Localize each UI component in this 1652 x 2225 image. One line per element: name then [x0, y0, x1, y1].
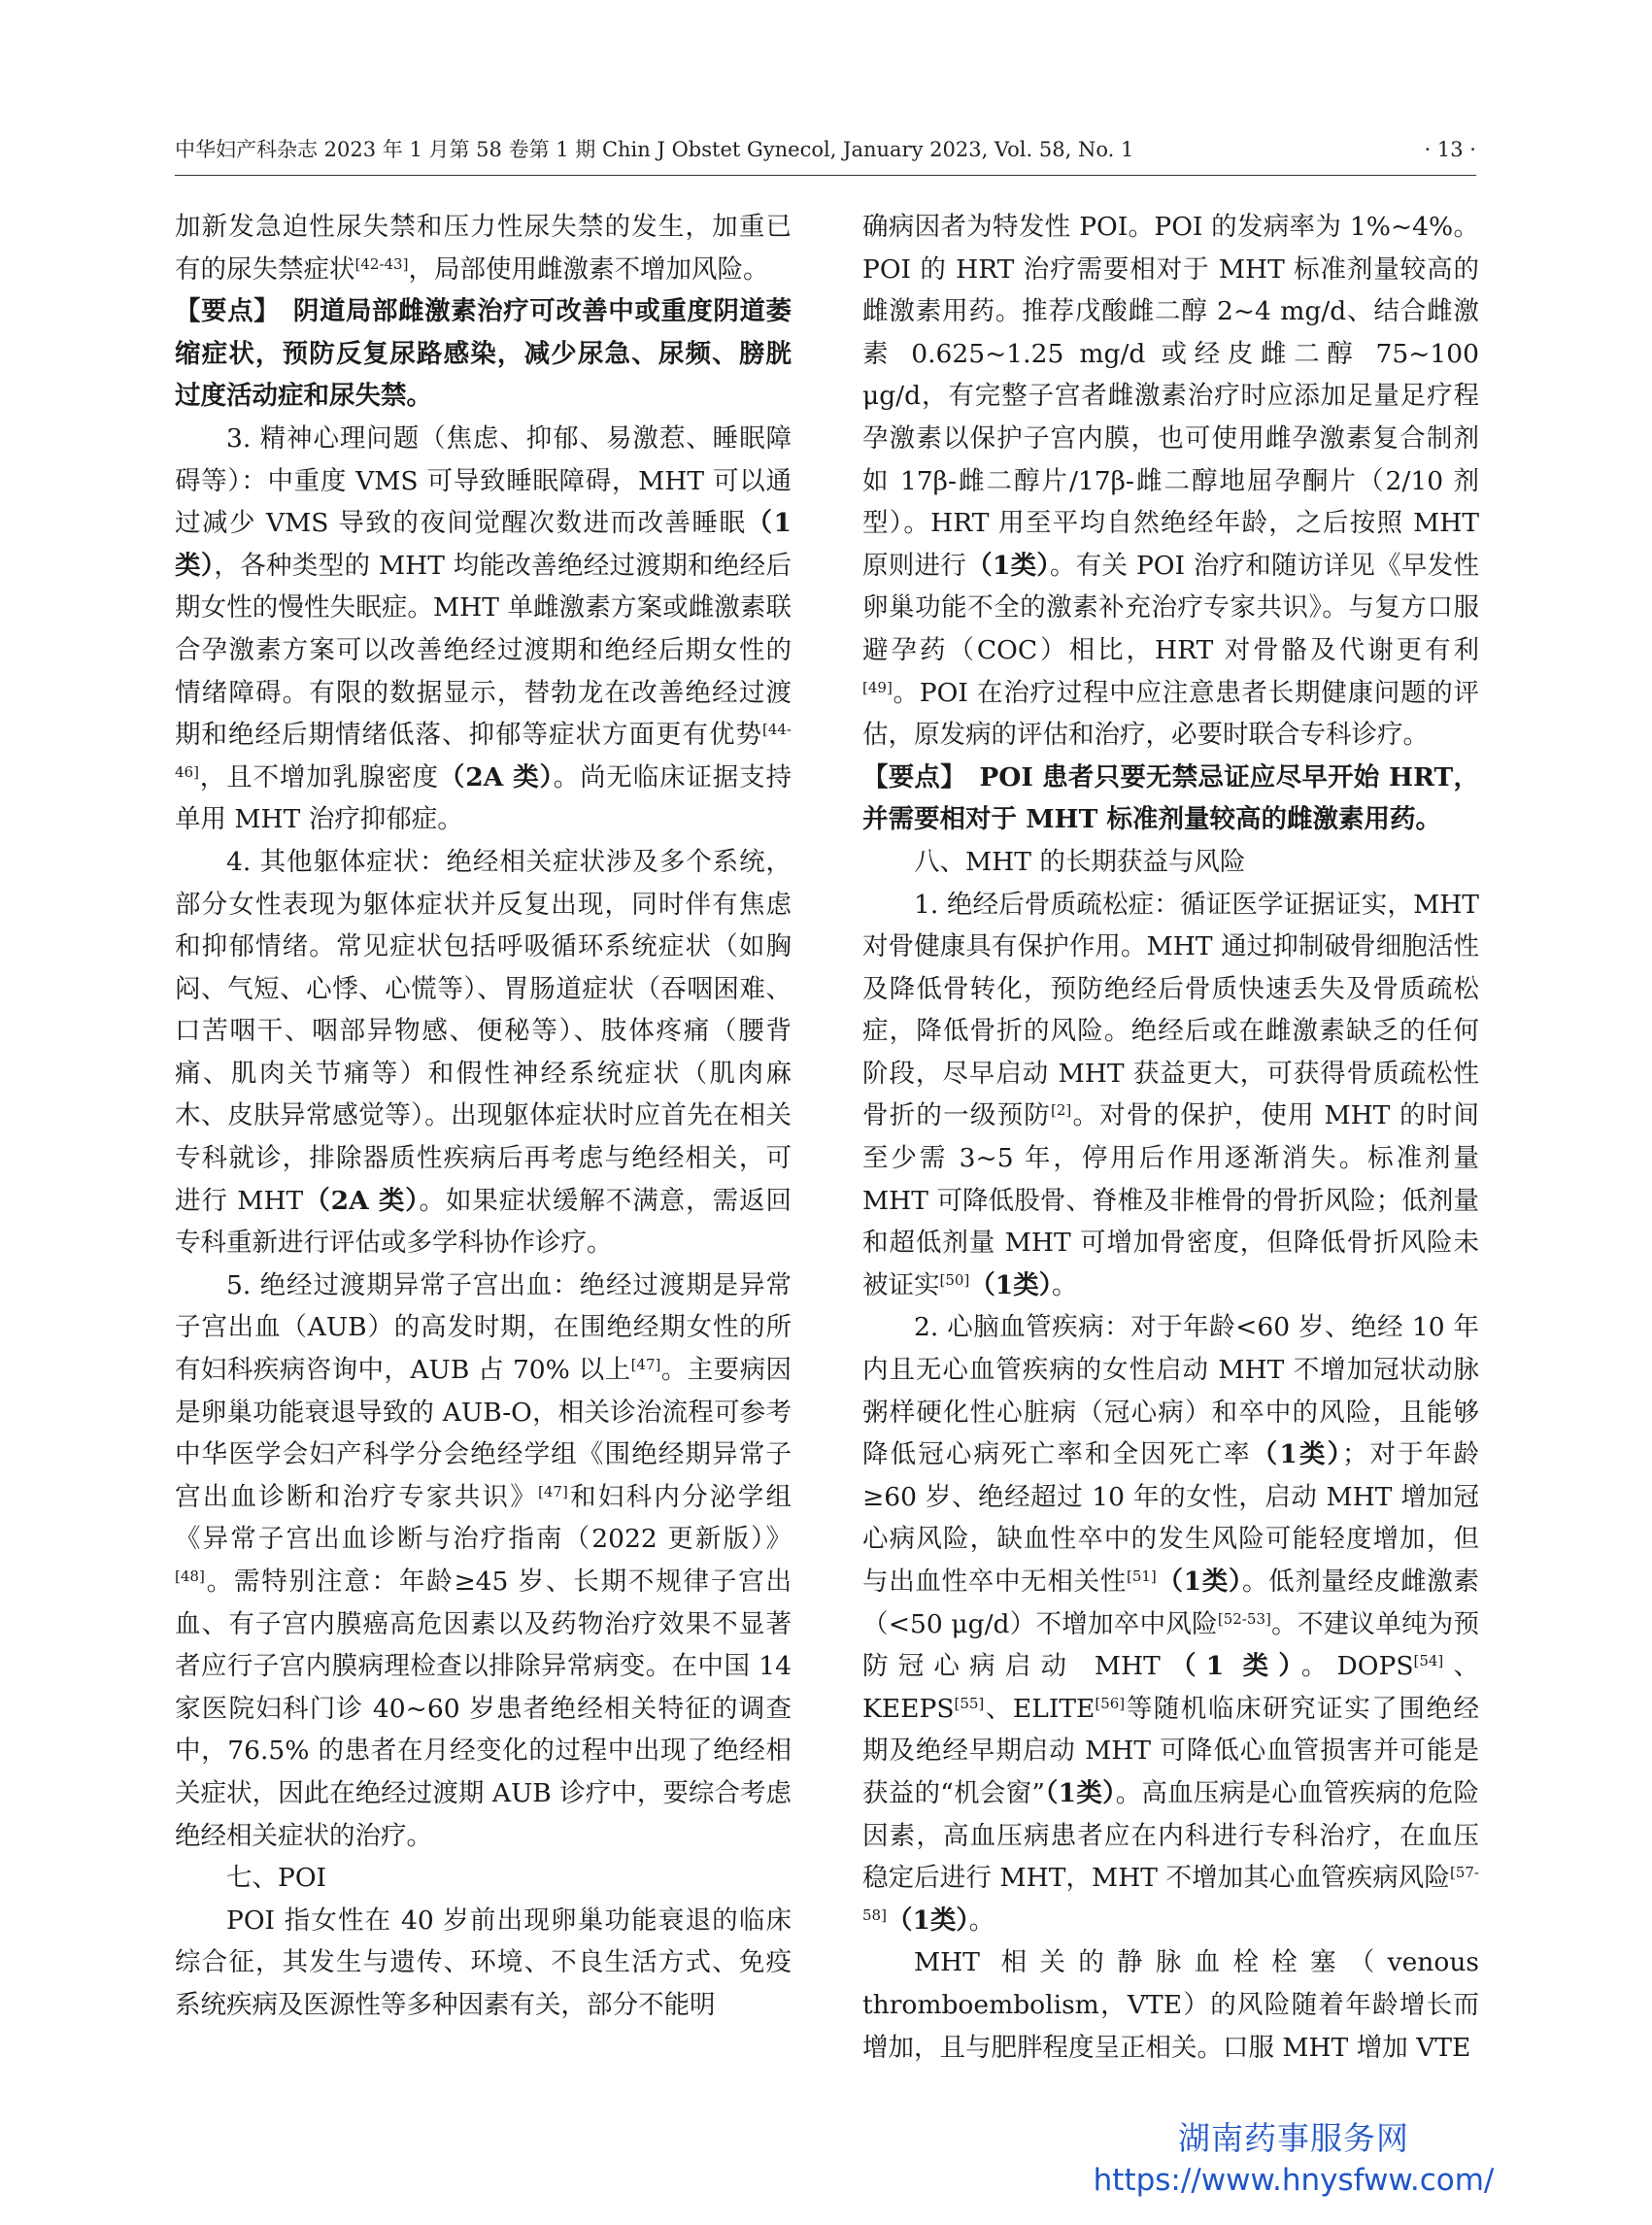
- section-heading: [862, 841, 1479, 884]
- paragraph: [862, 1941, 1479, 2069]
- text-run: 2. 心脑血管疾病：对于年龄<60 岁、绝经 10 年内且无心血管疾病的女性启动 MHT 不增加冠状动脉粥样硬化性心脏病（冠心病）和卒中的风险，且能够降低冠心病死亡率和全因死亡率: [862, 1312, 1479, 1470]
- text-run: 【要点】 阴道局部雌激素治疗可改善中或重度阴道萎缩症状，预防反复尿路感染，减少尿急、尿频、膀胱过度活动症和尿失禁。: [175, 296, 792, 412]
- evidence-level: （1类）: [969, 1269, 1052, 1300]
- paragraph: [862, 1306, 1479, 1941]
- text-run: 。不建议单纯为预防冠心病启动 MHT: [862, 1608, 1479, 1682]
- paragraph: [175, 418, 792, 841]
- text-run: 等随机临床研究证实了围绝经期及绝经早期启动 MHT 可降低心血管损害并可能是获益的“机会窗”: [862, 1693, 1479, 1808]
- paragraph: [862, 884, 1479, 1307]
- evidence-level: （1 类）: [1160, 1651, 1301, 1682]
- citation: [49]: [862, 678, 893, 696]
- right-column: [862, 206, 1479, 2069]
- evidence-level: （1类）: [1156, 1567, 1242, 1597]
- text-run: 。如果症状缓解不满意，需返回专科重新进行评估或多学科协作诊疗。: [175, 1185, 792, 1259]
- citation: [52-53]: [1217, 1609, 1271, 1628]
- evidence-level: （2A 类）: [303, 1185, 420, 1216]
- key-point: [175, 290, 792, 418]
- evidence-level: （1类）: [175, 508, 792, 581]
- citation: [48]: [175, 1568, 205, 1585]
- key-point: [862, 757, 1479, 841]
- text-run: 确病因者为特发性 POI。POI 的发病率为 1%~4%。POI 的 HRT 治疗需要相对于 MHT 标准剂量较高的雌激素用药。推荐戊酸雌二醇 2~4 mg/d、结合雌激素 0.625~1.25 mg/d 或经皮雌二醇 75~100 μg/d，有完整子宫者雌激素治疗时应添加足量足疗程孕激素以保护子宫内膜，也可使用雌孕激素复合制剂如 17β-雌二醇片/17β-雌二醇地屈孕酮片（2/10 剂型）。HRT 用至平均自然绝经年龄，之后按照 MHT 原则进行: [862, 212, 1479, 581]
- text-run: 【要点】 POI 患者只要无禁忌证应尽早开始 HRT，并需要相对于 MHT 标准剂量较高的雌激素用药。: [862, 761, 1479, 835]
- text-run: 。主要病因是卵巢功能衰退导致的 AUB-O，相关诊治流程可参考中华医学会妇产科学分会绝经学组《围绝经期异常子宫出血诊断和治疗专家共识》: [175, 1355, 792, 1512]
- text-run: MHT 相关的静脉血栓栓塞（venous thromboembolism，VTE）的风险随着年龄增长而增加，且与肥胖程度呈正相关。口服 MHT 增加 VTE: [862, 1947, 1479, 2063]
- text-run: 、KEEPS: [862, 1651, 1479, 1724]
- text-run: 七、POI: [226, 1863, 327, 1894]
- text-run: 3. 精神心理问题（焦虑、抑郁、易激惹、睡眠障碍等）：中重度 VMS 可导致睡眠障碍，MHT 可以通过减少 VMS 导致的夜间觉醒次数进而改善睡眠: [175, 422, 792, 539]
- watermark-site-name: 湖南药事服务网: [1178, 2119, 1409, 2157]
- evidence-level: （2A 类）: [438, 761, 554, 792]
- text-run: 。: [1052, 1269, 1078, 1300]
- watermark-url[interactable]: https://www.hnysfww.com/: [1093, 2163, 1495, 2198]
- evidence-level: （1类）: [886, 1905, 969, 1936]
- citation: [2]: [1051, 1101, 1072, 1120]
- text-run: 。尚无临床证据支持单用 MHT 治疗抑郁症。: [175, 761, 792, 835]
- section-heading: [175, 1857, 792, 1900]
- text-run: 加新发急迫性尿失禁和压力性尿失禁的发生，加重已有的尿失禁症状: [175, 212, 792, 285]
- evidence-level: （1类）: [1044, 1777, 1116, 1808]
- citation: [42-43]: [354, 254, 409, 273]
- text-run: ，各种类型的 MHT 均能改善绝经过渡期和绝经后期女性的慢性失眠症。MHT 单雌激素方案或雌激素联合孕激素方案可以改善绝经过渡期和绝经后期女性的情绪障碍。有限的数据显示，替勃龙在改善绝经过渡期和绝经后期情绪低落、抑郁等症状方面更有优势: [175, 550, 792, 751]
- header-rule: [175, 175, 1476, 176]
- citation: [57-58]: [862, 1864, 1479, 1924]
- running-header: [175, 134, 1476, 165]
- citation: [54]: [1413, 1652, 1444, 1670]
- paragraph: [175, 841, 792, 1264]
- citation: [47]: [538, 1482, 568, 1500]
- paragraph: [175, 1264, 792, 1857]
- text-run: ，且不增加乳腺密度: [198, 761, 439, 792]
- citation: [50]: [939, 1270, 970, 1289]
- paragraph: [175, 1900, 792, 2027]
- text-run: 和妇科内分泌学组《异常子宫出血诊断与治疗指南（2022 更新版）》: [175, 1481, 792, 1555]
- text-run: ；对于年龄≥60 岁、绝经超过 10 年的女性，启动 MHT 增加冠心病风险，缺血性卒中的发生风险可能轻度增加，但与出血性卒中无相关性: [862, 1439, 1479, 1597]
- citation: [47]: [630, 1356, 661, 1374]
- left-column: [175, 206, 792, 2027]
- text-run: 。: [968, 1905, 995, 1936]
- journal-citation: 中华妇产科杂志 2023 年 1 月第 58 卷第 1 期 Chin J Obstet Gynecol, January 2023, Vol. 58, No. 1: [175, 138, 1134, 161]
- paragraph: [175, 206, 792, 290]
- evidence-level: （1类）: [966, 550, 1050, 581]
- text-run: 。有关 POI 治疗和随访详见《早发性卵巢功能不全的激素补充治疗专家共识》。与复方口服避孕药（COC）相比，HRT 对骨骼及代谢更有利: [862, 550, 1479, 665]
- site-watermark: [1090, 2117, 1498, 2201]
- evidence-level: （1类）: [1251, 1439, 1342, 1470]
- text-run: 。需特别注意：年龄≥45 岁、长期不规律子宫出血、有子宫内膜癌高危因素以及药物治疗效果不显著者应行子宫内膜病理检查以排除异常病变。在中国 14 家医院妇科门诊 40~60 岁患者绝经相关特征的调查中，76.5% 的患者在月经变化的过程中出现了绝经相关症状，因此在绝经过渡期 AUB 诊疗中，要综合考虑绝经相关症状的治疗。: [175, 1567, 792, 1851]
- text-run: ，局部使用雌激素不增加风险。: [408, 253, 769, 285]
- text-run: 。低剂量经皮雌激素（<50 μg/d）不增加卒中风险: [862, 1567, 1480, 1639]
- citation: [44-46]: [175, 721, 792, 781]
- citation: [51]: [1126, 1568, 1157, 1585]
- text-run: 5. 绝经过渡期异常子宫出血：绝经过渡期是异常子宫出血（AUB）的高发时期，在围绝经期女性的所有妇科疾病咨询中，AUB 占 70% 以上: [175, 1269, 792, 1386]
- text-run: 1. 绝经后骨质疏松症：循证医学证据证实，MHT 对骨健康具有保护作用。MHT 通过抑制破骨细胞活性及降低骨转化，预防绝经后骨质快速丢失及骨质疏松症，降低骨折的风险。绝经后或在雌激素缺乏的任何阶段，尽早启动 MHT 获益更大，可获得骨质疏松性骨折的一级预防: [862, 889, 1479, 1131]
- citation: [56]: [1095, 1694, 1126, 1712]
- text-run: 、ELITE: [984, 1693, 1096, 1724]
- text-run: 。对骨的保护，使用 MHT 的时间至少需 3~5 年，停用后作用逐渐消失。标准剂量 MHT 可降低股骨、脊椎及非椎骨的骨折风险；低剂量和超低剂量 MHT 可增加骨密度，但降低骨折风险未被证实: [862, 1100, 1479, 1300]
- text-run: 4. 其他躯体症状：绝经相关症状涉及多个系统，部分女性表现为躯体症状并反复出现，同时伴有焦虑和抑郁情绪。常见症状包括呼吸循环系统症状（如胸闷、气短、心悸、心慌等）、胃肠道症状（吞咽困难、口苦咽干、咽部异物感、便秘等）、肢体疼痛（腰背痛、肌肉关节痛等）和假性神经系统症状（肌肉麻木、皮肤异常感觉等）。出现躯体症状时应首先在相关专科就诊，排除器质性疾病后再考虑与绝经相关，可进行 MHT: [175, 846, 792, 1216]
- citation: [55]: [954, 1694, 985, 1712]
- text-run: 。DOPS: [1300, 1651, 1414, 1682]
- text-run: 。高血压病是心血管疾病的危险因素，高血压病患者应在内科进行专科治疗，在血压稳定后进行 MHT，MHT 不增加其心血管疾病风险: [862, 1777, 1479, 1894]
- text-run: 八、MHT 的长期获益与风险: [914, 846, 1246, 877]
- text-run: POI 指女性在 40 岁前出现卵巢功能衰退的临床综合征，其发生与遗传、环境、不良生活方式、免疫系统疾病及医源性等多种因素有关，部分不能明: [175, 1905, 792, 2020]
- page-number: · 13 ·: [1424, 138, 1476, 161]
- text-run: 。POI 在治疗过程中应注意患者长期健康问题的评估，原发病的评估和治疗，必要时联合专科诊疗。: [862, 677, 1479, 751]
- paragraph: [862, 206, 1479, 757]
